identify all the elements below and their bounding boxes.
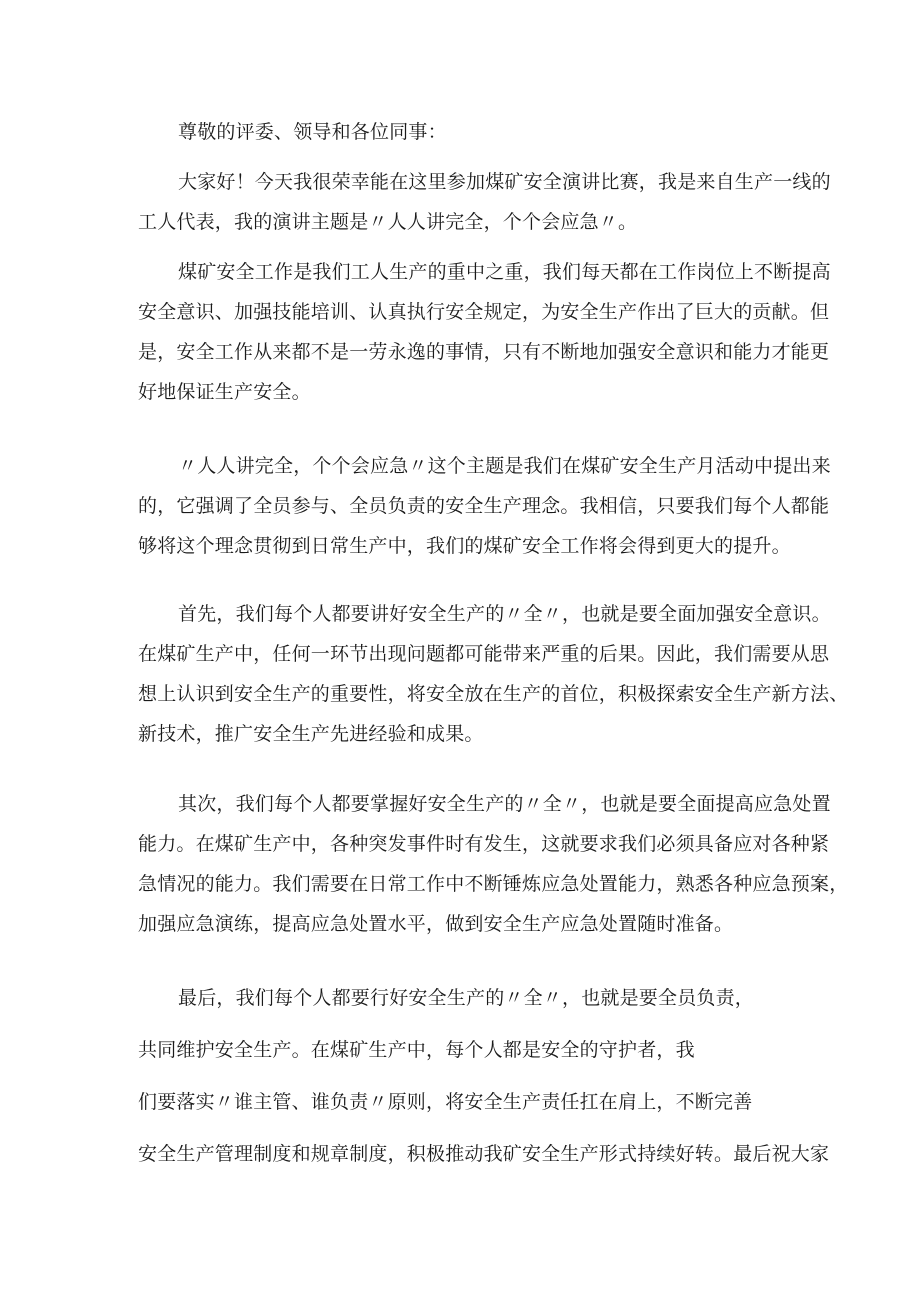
paragraph-line: 想上认识到安全生产的重要性，将安全放在生产的首位，积极探索安全生产新方法、	[138, 683, 849, 705]
paragraph-line: 煤矿安全工作是我们工人生产的重中之重，我们每天都在工作岗位上不断提高	[178, 261, 831, 283]
paragraph-line: 尊敬的评委、领导和各位同事：	[178, 121, 447, 143]
paragraph-line: 安全意识、加强技能培训、认真执行安全规定，为安全生产作出了巨大的贡献。但	[138, 301, 830, 323]
body-paragraph-1	[138, 252, 831, 412]
paragraph-line: 是，安全工作从来都不是一劳永逸的事情，只有不断地加强安全意识和能力才能更	[138, 341, 830, 363]
paragraph-line: 最后，我们每个人都要行好安全生产的〃全〃，也就是要全员负责，	[178, 987, 755, 1009]
paragraph-line: 在煤矿生产中，任何一环节出现问题都可能带来严重的后果。因此，我们需要从思	[138, 643, 830, 665]
paragraph-line: 工人代表，我的演讲主题是〃人人讲完全，个个会应急〃。	[138, 211, 638, 233]
paragraph-line: 大家好！今天我很荣幸能在这里参加煤矿安全演讲比赛，我是来自生产一线的	[178, 171, 831, 193]
body-paragraph-2	[138, 446, 831, 566]
paragraph-line: 安全生产管理制度和规章制度，积极推动我矿安全生产形式持续好转。最后祝大家	[138, 1143, 830, 1165]
body-paragraph-4	[138, 784, 849, 944]
body-paragraph-5	[138, 972, 830, 1180]
paragraph-line: 首先，我们每个人都要讲好安全生产的〃全〃，也就是要全面加强安全意识。	[178, 603, 831, 625]
paragraph-line: 其次，我们每个人都要掌握好安全生产的〃全〃，也就是要全面提高应急处置	[178, 793, 831, 815]
paragraph-line: 新技术，推广安全生产先进经验和成果。	[138, 723, 484, 745]
salutation-paragraph	[138, 112, 798, 152]
paragraph-line: 〃人人讲完全，个个会应急〃这个主题是我们在煤矿安全生产月活动中提出来	[178, 455, 831, 477]
paragraph-line: 的，它强调了全员参与、全员负责的安全生产理念。我相信，只要我们每个人都能	[138, 495, 830, 517]
paragraph-line: 好地保证生产安全。	[138, 381, 311, 403]
paragraph-line: 够将这个理念贯彻到日常生产中，我们的煤矿安全工作将会得到更大的提升。	[138, 535, 791, 557]
paragraph-line: 加强应急演练，提高应急处置水平，做到安全生产应急处置随时准备。	[138, 913, 734, 935]
greeting-paragraph	[138, 162, 831, 242]
paragraph-line: 能力。在煤矿生产中，各种突发事件时有发生，这就要求我们必须具备应对各种紧	[138, 833, 830, 855]
body-paragraph-3	[138, 594, 849, 754]
paragraph-line: 急情况的能力。我们需要在日常工作中不断锤炼应急处置能力，熟悉各种应急预案，	[138, 873, 849, 895]
paragraph-line: 共同维护安全生产。在煤矿生产中，每个人都是安全的守护者，我	[138, 1039, 695, 1061]
paragraph-line: 们要落实〃谁主管、谁负责〃原则，将安全生产责任扛在肩上，不断完善	[138, 1091, 753, 1113]
